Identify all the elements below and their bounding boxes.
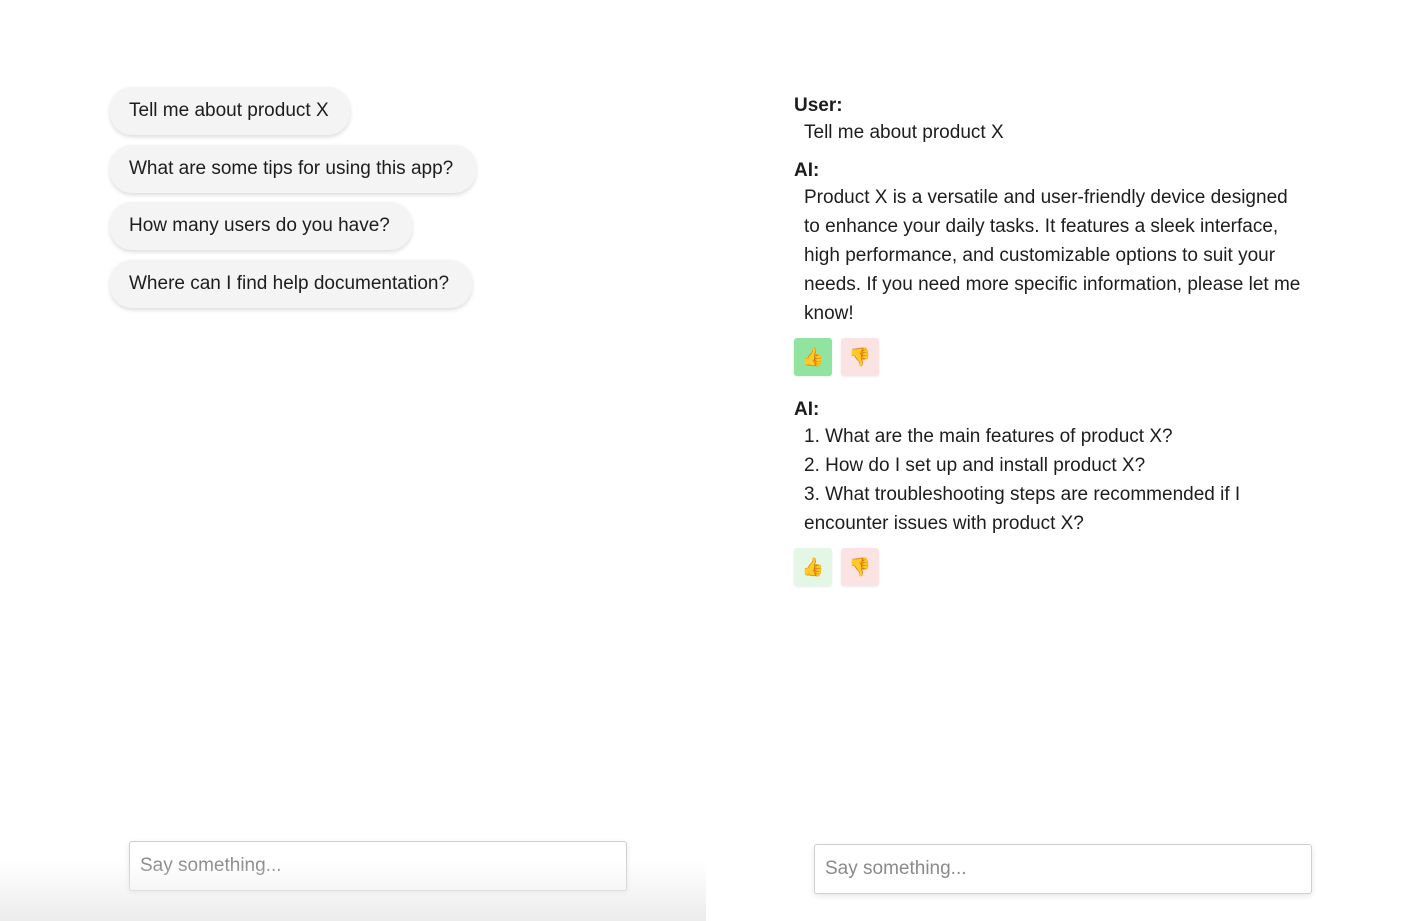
bottom-strip — [706, 907, 1412, 921]
suggestion-list — [110, 87, 476, 317]
bottom-shadow — [0, 861, 706, 921]
ai-message — [794, 398, 1314, 586]
right-chat-input[interactable] — [814, 844, 1312, 894]
suggestion-chip[interactable]: How many users do you have? — [110, 202, 412, 250]
message-role: AI: — [794, 399, 820, 420]
conversation-pane — [706, 0, 1412, 921]
list-item: 3. What troubleshooting steps are recommended if I encounter issues with product X? — [804, 484, 1241, 534]
feedback-buttons — [794, 338, 1314, 376]
message-list — [794, 94, 1314, 608]
suggestion-chip[interactable]: Where can I find help documentation? — [110, 260, 472, 308]
user-message — [794, 94, 1314, 147]
message-role: AI: — [794, 160, 820, 181]
thumbs-up-icon: 👍 — [801, 556, 825, 577]
message-role: User: — [794, 95, 843, 116]
thumbs-up-button[interactable] — [794, 548, 832, 586]
feedback-buttons — [794, 548, 1314, 586]
thumbs-down-button[interactable] — [841, 338, 879, 376]
suggestion-chip[interactable]: What are some tips for using this app? — [110, 145, 476, 193]
thumbs-down-button[interactable] — [841, 548, 879, 586]
suggestion-chip[interactable]: Tell me about product X — [110, 87, 350, 135]
suggested-questions-list — [794, 422, 1264, 538]
message-text: Tell me about product X — [804, 122, 1004, 143]
thumbs-up-button[interactable] — [794, 338, 832, 376]
thumbs-up-icon: 👍 — [801, 346, 825, 367]
list-item: 2. How do I set up and install product X? — [804, 455, 1146, 476]
message-text: Product X is a versatile and user-friendly device designed to enhance your daily tasks. It features a sleek interface, high performance, and customizable options to suit your needs. If you need more specific information, please let me know! — [804, 187, 1301, 324]
ai-message — [794, 159, 1314, 376]
thumbs-down-icon: 👎 — [848, 346, 872, 367]
list-item: 1. What are the main features of product X? — [804, 426, 1173, 447]
thumbs-down-icon: 👎 — [848, 556, 872, 577]
